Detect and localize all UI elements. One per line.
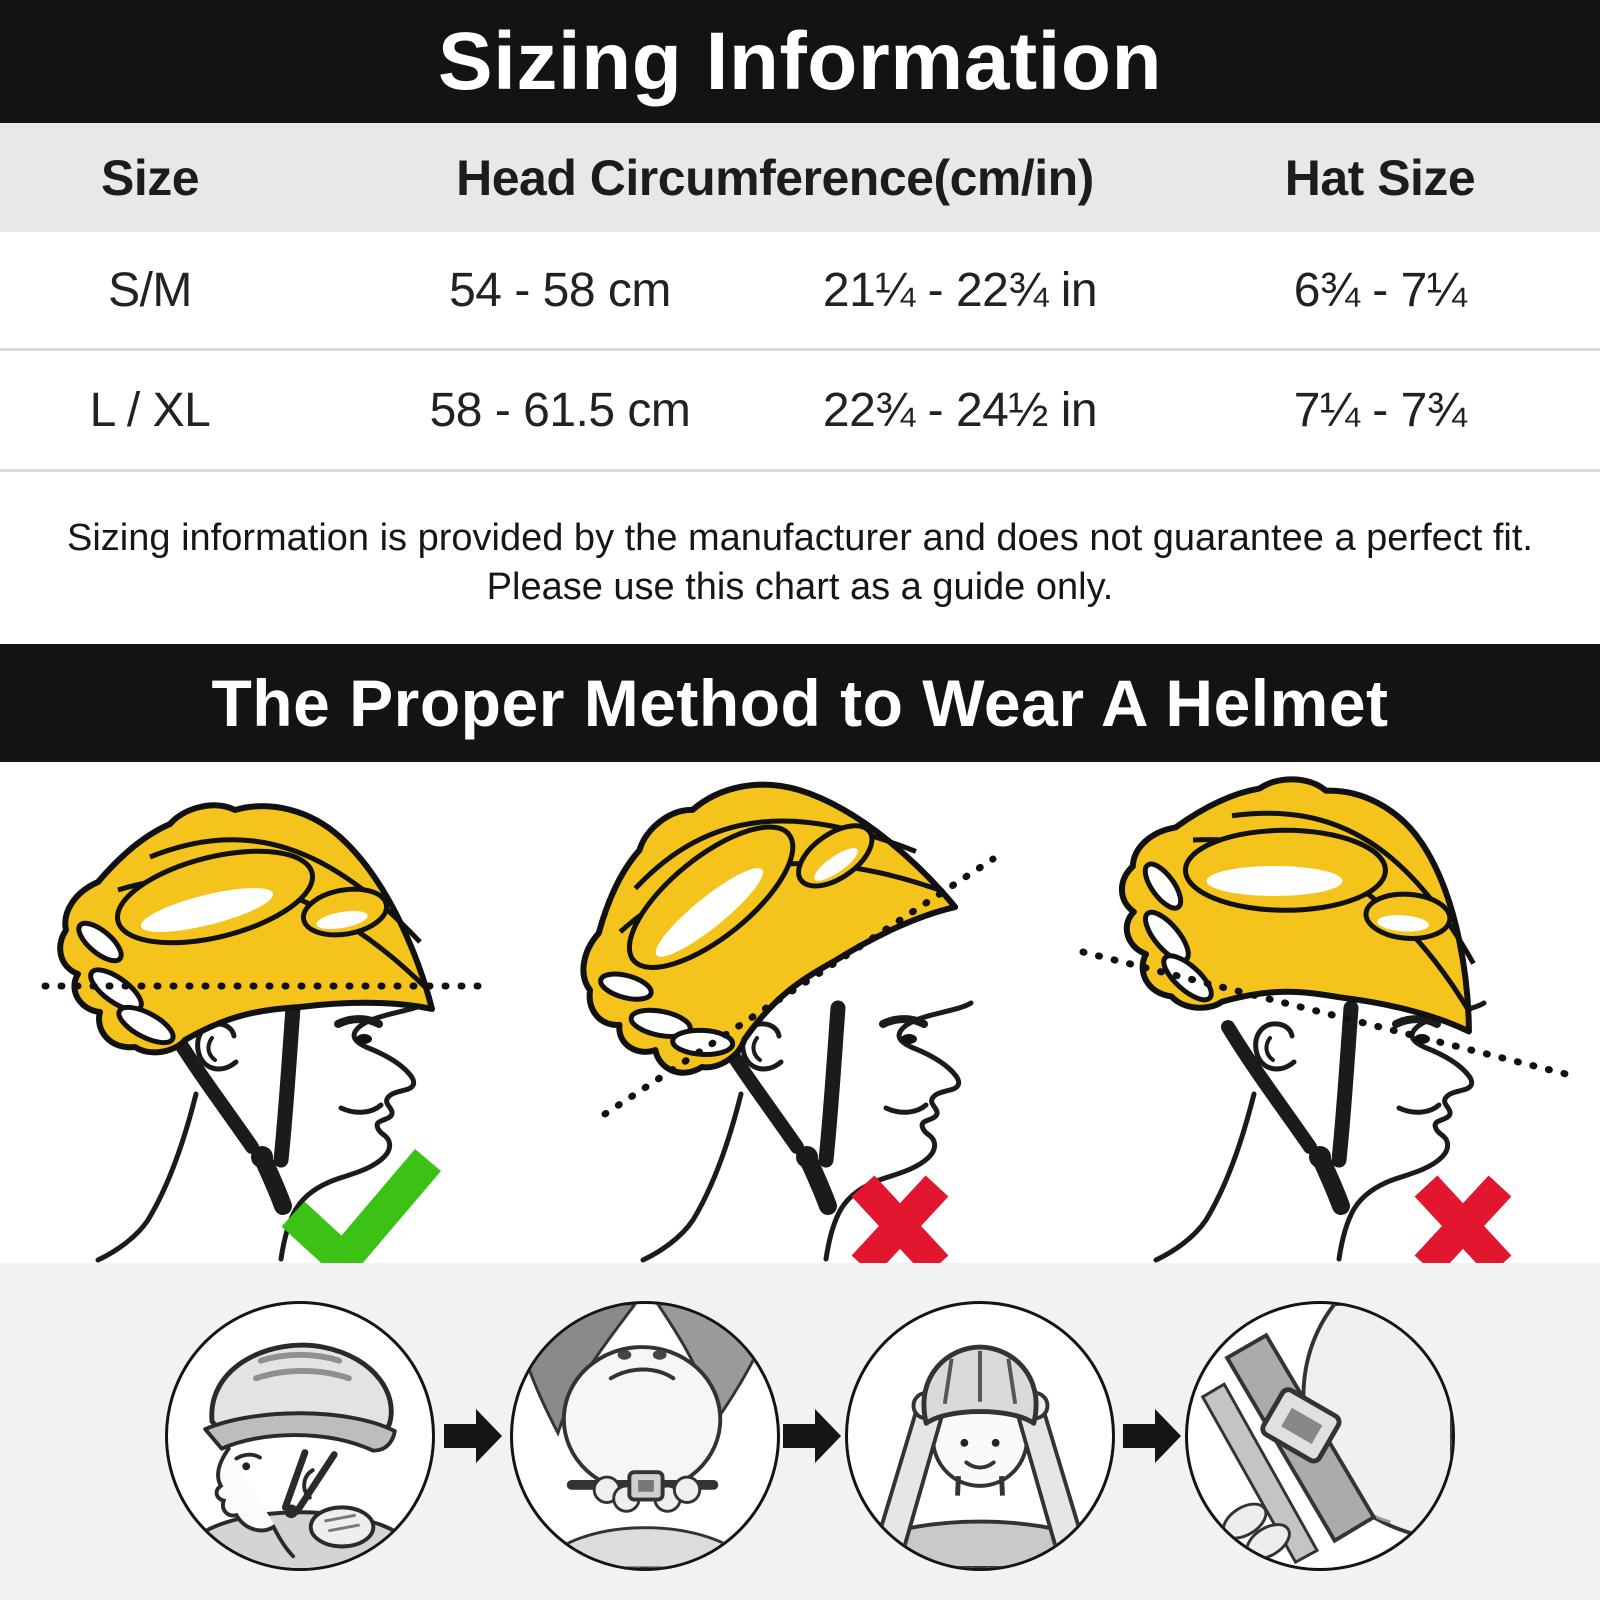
step-check-strap-snugness-icon bbox=[1185, 1301, 1455, 1571]
table-row-sm bbox=[0, 232, 1600, 348]
size-table-header-row bbox=[0, 123, 1600, 232]
helmet-shape bbox=[1098, 762, 1518, 1074]
cell-size: S/M bbox=[108, 263, 192, 317]
method-title-bar bbox=[0, 644, 1600, 762]
x-icon bbox=[1426, 1186, 1500, 1263]
cell-circumference-cm: 54 - 58 cm bbox=[449, 263, 671, 317]
cell-size: L / XL bbox=[89, 383, 211, 437]
header-head-circumference: Head Circumference(cm/in) bbox=[456, 149, 1094, 206]
step-fasten-chin-buckle-icon bbox=[510, 1301, 780, 1571]
cell-circumference-cm: 58 - 61.5 cm bbox=[429, 383, 691, 437]
figure-helmet-tilted-back bbox=[545, 762, 1085, 1263]
sizing-title-bar bbox=[0, 0, 1600, 123]
right-arrow-icon bbox=[444, 1409, 502, 1463]
check-icon bbox=[293, 1160, 428, 1260]
right-arrow-icon bbox=[783, 1409, 841, 1463]
x-icon bbox=[863, 1186, 937, 1263]
method-title: The Proper Method to Wear A Helmet bbox=[211, 666, 1389, 740]
step-adjust-helmet-fit-icon bbox=[845, 1301, 1115, 1571]
sizing-title: Sizing Information bbox=[437, 15, 1163, 107]
wearing-steps-strip bbox=[0, 1263, 1600, 1600]
disclaimer-line-2: Please use this chart as a guide only. bbox=[486, 566, 1114, 608]
cell-circumference-in: 21¼ - 22¾ in bbox=[822, 263, 1098, 317]
figure-helmet-tilted-forward bbox=[1058, 762, 1598, 1263]
right-arrow-icon bbox=[1123, 1409, 1181, 1463]
disclaimer-line-1: Sizing information is provided by the manufacturer and does not guarantee a perfect fit. bbox=[67, 517, 1533, 559]
figure-helmet-level-correct bbox=[0, 762, 540, 1263]
helmet-wear-figures bbox=[0, 762, 1600, 1263]
header-size: Size bbox=[100, 149, 200, 206]
step-put-on-helmet-icon bbox=[165, 1301, 435, 1571]
header-hat-size: Hat Size bbox=[1284, 149, 1476, 206]
cell-hat-size: 6¾ - 7¼ bbox=[1293, 263, 1467, 317]
cell-circumference-in: 22¾ - 24½ in bbox=[822, 383, 1098, 437]
helmet-shape bbox=[60, 805, 432, 1052]
sizing-disclaimer bbox=[0, 472, 1600, 644]
table-row-lxl bbox=[0, 351, 1600, 469]
cell-hat-size: 7¼ - 7¾ bbox=[1293, 383, 1467, 437]
